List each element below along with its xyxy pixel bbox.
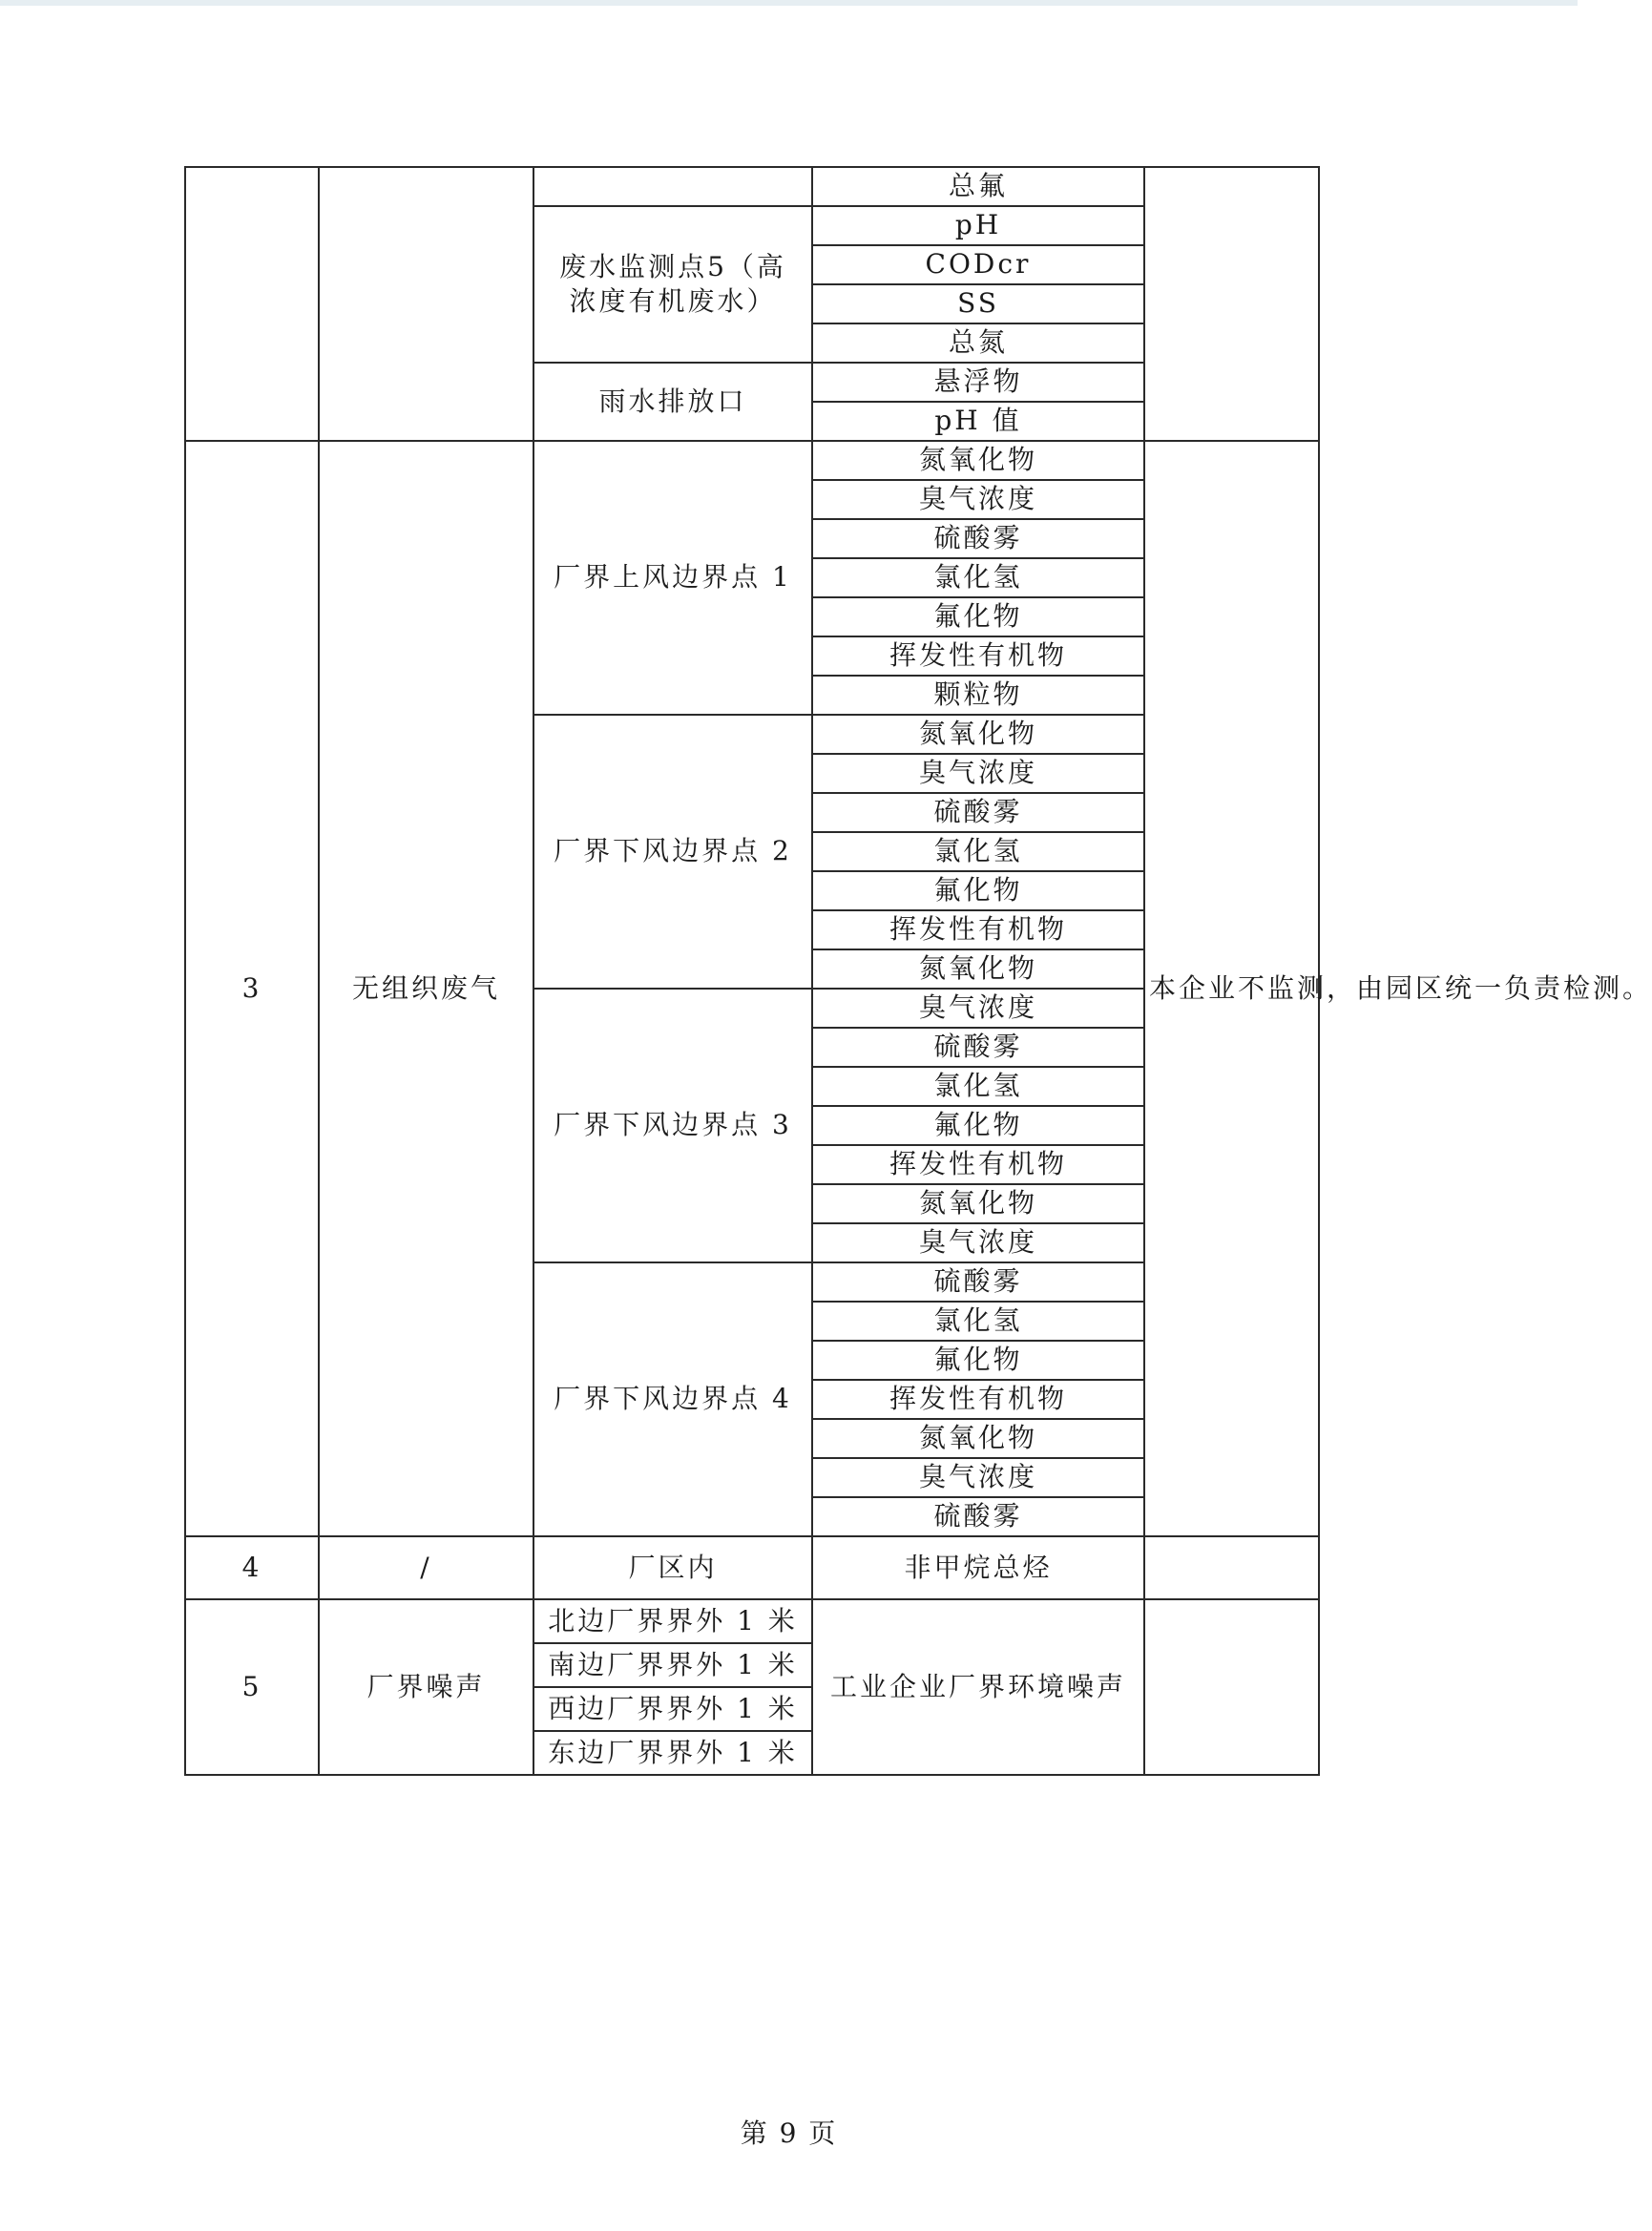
item-cell: 总氟 (812, 167, 1144, 206)
item-cell: 挥发性有机物 (812, 1380, 1144, 1419)
item-cell: 硫酸雾 (812, 1497, 1144, 1536)
item-cell: 硫酸雾 (812, 519, 1144, 558)
item-cell: CODcr (812, 245, 1144, 284)
point-cell: 雨水排放口 (533, 363, 812, 441)
seq-cell (185, 167, 319, 441)
item-cell: 氟化物 (812, 1341, 1144, 1380)
item-cell: 氮氧化物 (812, 715, 1144, 754)
item-cell: 硫酸雾 (812, 1262, 1144, 1302)
item-cell: 氟化物 (812, 1106, 1144, 1145)
item-cell: 硫酸雾 (812, 793, 1144, 832)
item-cell: 硫酸雾 (812, 1028, 1144, 1067)
point-cell: 废水监测点5（高浓度有机废水） (533, 206, 812, 363)
table-row (185, 441, 1319, 480)
item-cell: 挥发性有机物 (812, 910, 1144, 949)
point-cell: 厂界下风边界点 4 (533, 1262, 812, 1536)
remark-cell: 本企业不监测，由园区统一负责检测。 (1144, 441, 1319, 1536)
item-cell: 氮氧化物 (812, 949, 1144, 989)
item-cell: 颗粒物 (812, 676, 1144, 715)
point-cell: 厂界下风边界点 2 (533, 715, 812, 989)
point-cell: 西边厂界界外 1 米 (533, 1687, 812, 1731)
item-cell: 非甲烷总烃 (812, 1536, 1144, 1599)
item-cell: 臭气浓度 (812, 480, 1144, 519)
remark-cell (1144, 1599, 1319, 1775)
scan-edge-tint (0, 0, 1578, 6)
item-cell: 臭气浓度 (812, 1458, 1144, 1497)
category-cell: / (319, 1536, 533, 1599)
point-cell: 北边厂界界外 1 米 (533, 1599, 812, 1643)
table-row (185, 167, 1319, 206)
seq-cell: 3 (185, 441, 319, 1536)
table-row (185, 1599, 1319, 1643)
item-cell: pH 值 (812, 402, 1144, 441)
item-cell: 氯化氢 (812, 1302, 1144, 1341)
item-cell: 氟化物 (812, 871, 1144, 910)
item-cell: 氯化氢 (812, 1067, 1144, 1106)
item-cell: 臭气浓度 (812, 1223, 1144, 1262)
category-cell: 厂界噪声 (319, 1599, 533, 1775)
item-cell: 挥发性有机物 (812, 1145, 1144, 1184)
monitoring-table (184, 166, 1652, 1776)
item-cell: 氟化物 (812, 597, 1144, 636)
point-cell (533, 167, 812, 206)
remark-cell (1144, 167, 1319, 441)
item-cell: 氮氧化物 (812, 441, 1144, 480)
item-cell: 挥发性有机物 (812, 636, 1144, 676)
point-cell: 南边厂界界外 1 米 (533, 1643, 812, 1687)
remark-cell (1144, 1536, 1319, 1599)
item-cell: 悬浮物 (812, 363, 1144, 402)
item-cell: 氯化氢 (812, 832, 1144, 871)
seq-cell: 4 (185, 1536, 319, 1599)
point-cell: 厂界下风边界点 3 (533, 989, 812, 1262)
category-cell (319, 167, 533, 441)
item-cell: 总氮 (812, 323, 1144, 363)
point-cell: 厂界上风边界点 1 (533, 441, 812, 715)
item-cell: 臭气浓度 (812, 989, 1144, 1028)
point-cell: 东边厂界界外 1 米 (533, 1731, 812, 1775)
item-cell: 工业企业厂界环境噪声 (812, 1599, 1144, 1775)
page-number: 第 9 页 (740, 2117, 838, 2149)
point-cell: 厂区内 (533, 1536, 812, 1599)
item-cell: pH (812, 206, 1144, 245)
item-cell: SS (812, 284, 1144, 323)
seq-cell: 5 (185, 1599, 319, 1775)
table-row (185, 1536, 1319, 1599)
item-cell: 臭气浓度 (812, 754, 1144, 793)
item-cell: 氮氧化物 (812, 1419, 1144, 1458)
category-cell: 无组织废气 (319, 441, 533, 1536)
item-cell: 氯化氢 (812, 558, 1144, 597)
item-cell: 氮氧化物 (812, 1184, 1144, 1223)
